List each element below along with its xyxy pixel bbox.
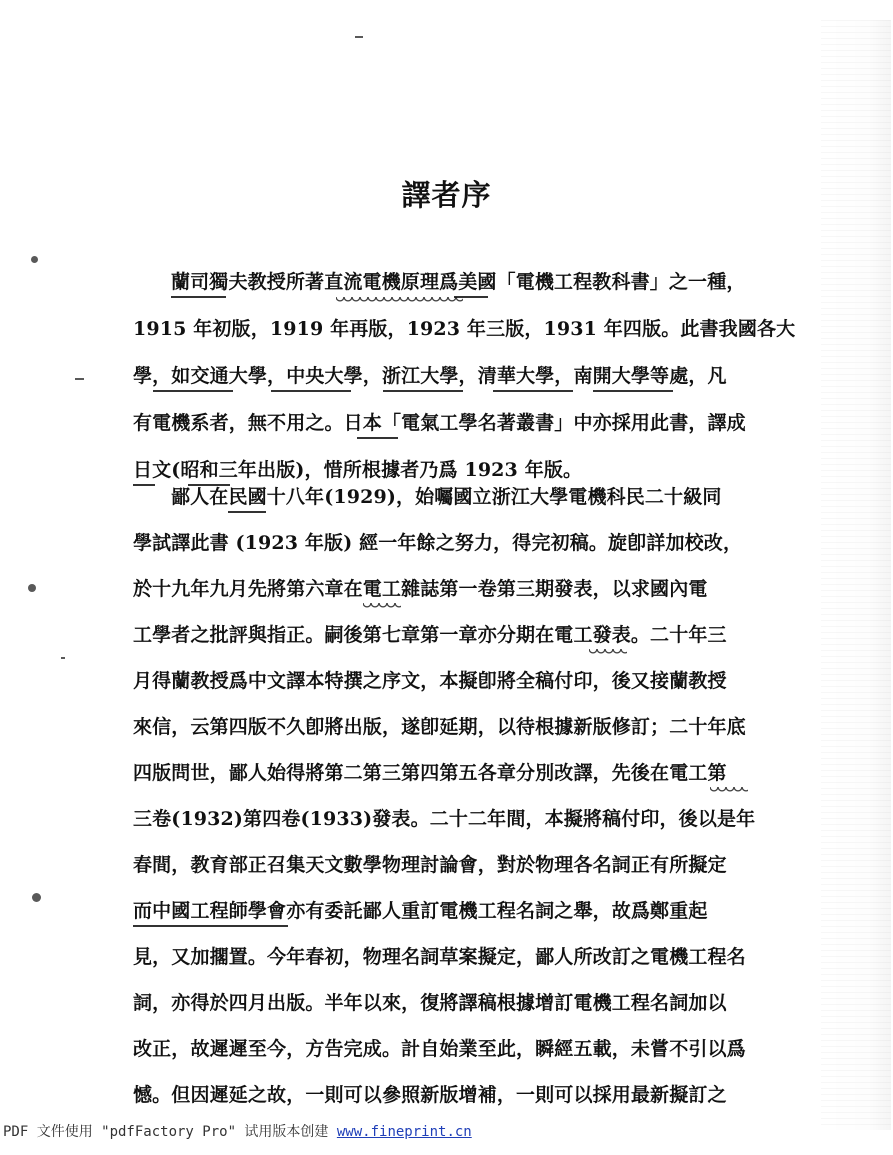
text-line: 蘭司獨夫教授所著直流電機原理爲美國「電機工程教科書」之一種， (171, 271, 746, 293)
proper-noun-underline (153, 390, 233, 392)
text-line: 詞，亦得於四月出版。半年以來，復將譯稿根據增訂電機工程名詞加以 (133, 992, 727, 1014)
text-line: 四版問世，鄙人始得將第二第三第四第五各章分別改譯，先後在電工第 (133, 762, 727, 784)
text-line: 見，又加擱置。今年春初，物理名詞草案擬定，鄙人所改訂之電機工程名 (133, 946, 746, 968)
journal-wavy-underline (589, 649, 627, 654)
journal-wavy-underline (710, 787, 748, 792)
proper-noun-underline (228, 511, 266, 513)
pdf-footer (3, 1123, 472, 1141)
scan-speck (31, 256, 38, 263)
scan-mark (61, 657, 65, 659)
book-title-wavy-underline (336, 297, 463, 302)
text-line: 月得蘭教授爲中文譯本特撰之序文，本擬卽將全稿付印，後又接蘭教授 (133, 670, 727, 692)
proper-noun-underline (188, 484, 230, 486)
text-line: 學試譯此書 (1923 年版) 經一年餘之努力，得完初稿。旋卽詳加校改， (133, 532, 743, 554)
proper-noun-underline (493, 390, 573, 392)
scan-mark (75, 378, 84, 380)
text-line: 1915 年初版，1919 年再版，1923 年三版，1931 年四版。此書我國各大 (133, 318, 796, 340)
text-line: 學，如交通大學，中央大學，浙江大學，清華大學，南開大學等處，凡 (133, 365, 727, 387)
scan-mark (355, 36, 363, 38)
fineprint-link[interactable]: www.fineprint.cn (336, 1124, 472, 1140)
text-line: 憾。但因遲延之故，一則可以參照新版增補，一則可以採用最新擬訂之 (133, 1084, 727, 1106)
page-title: 譯者序 (401, 178, 492, 212)
footer-label: PDF 文件使用 "pdfFactory Pro" 试用版本创建 (3, 1124, 329, 1140)
text-line: 日文(昭和三年出版)，惜所根據者乃爲 1923 年版。 (133, 459, 583, 481)
proper-noun-underline (133, 925, 288, 927)
text-line: 工學者之批評與指正。嗣後第七章第一章亦分期在電工發表。二十年三 (133, 624, 727, 646)
proper-noun-underline (454, 296, 488, 298)
text-line: 而中國工程師學會亦有委託鄙人重訂電機工程名詞之舉，故爲鄭重起 (133, 900, 708, 922)
scan-speck (32, 893, 41, 902)
text-line: 來信，云第四版不久卽將出版，遂卽延期，以待根據新版修訂；二十年底 (133, 716, 746, 738)
scan-speck (28, 584, 36, 592)
proper-noun-underline (133, 484, 155, 486)
proper-noun-underline (593, 390, 673, 392)
proper-noun-underline (271, 390, 351, 392)
proper-noun-underline (383, 390, 463, 392)
journal-wavy-underline (363, 603, 401, 608)
text-line: 於十九年九月先將第六章在電工雜誌第一卷第三期發表，以求國內電 (133, 578, 708, 600)
text-line: 春間，教育部正召集天文數學物理討論會，對於物理各名詞正有所擬定 (133, 854, 727, 876)
text-line: 改正，故遲遲至今，方告完成。計自始業至此，瞬經五載，未嘗不引以爲 (133, 1038, 746, 1060)
text-line: 三卷(1932)第四卷(1933)發表。二十二年間，本擬將稿付印，後以是年 (133, 808, 756, 830)
proper-noun-underline (357, 437, 398, 439)
text-line: 鄙人在民國十八年(1929)，始囑國立浙江大學電機科民二十級同 (171, 486, 722, 508)
text-line: 有電機系者，無不用之。日本「電氣工學名著叢書」中亦採用此書，譯成 (133, 412, 746, 434)
proper-noun-underline (171, 296, 226, 298)
